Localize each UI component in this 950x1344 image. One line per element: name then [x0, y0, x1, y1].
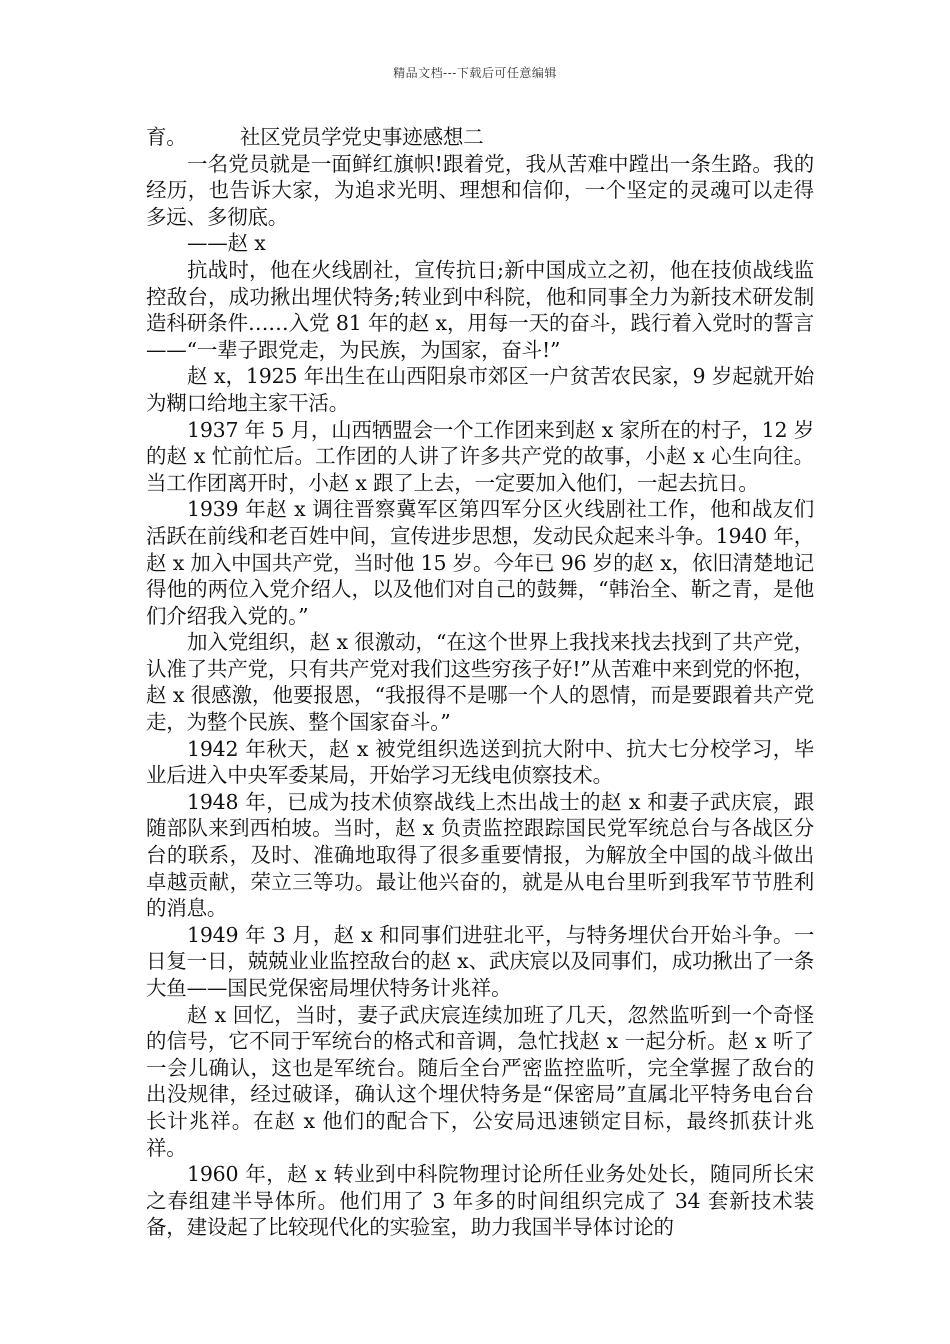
paragraph: 1948 年，已成为技术侦察战线上杰出战士的赵 x 和妻子武庆宸，跟随部队来到西柏坡。当时，赵 x 负责监控跟踪国民党军统总台与各战区分台的联系，及时、准确地取得了很多重要情报，为解放全中国的战斗做出卓越贡献，荣立三等功。最让他兴奋的，就是从电台里听到我军节节胜利的消息。 [146, 789, 814, 921]
page-header: 精品文档---下载后可任意编辑 [393, 66, 557, 80]
article-body [146, 124, 814, 1241]
article-title-line [146, 124, 814, 151]
paragraph: 1949 年 3 月，赵 x 和同事们进驻北平，与特务埋伏台开始斗争。一日复一日，兢兢业业监控敌台的赵 x、武庆宸以及同事们，成功揪出了一条大鱼——国民党保密局埋伏特务计兆祥。 [146, 922, 814, 1000]
paragraph: 赵 x，1925 年出生在山西阳泉市郊区一户贫苦农民家，9 岁起就开始为糊口给地主家干活。 [146, 364, 814, 415]
article-title: 社区党员学党史事迹感想二 [239, 125, 484, 149]
paragraph: 1937 年 5 月，山西牺盟会一个工作团来到赵 x 家所在的村子，12 岁的赵 x 忙前忙后。工作团的人讲了许多共产党的故事，小赵 x 心生向往。当工作团离开时，小赵 x 跟了上去，一定要加入他们，一起去抗日。 [146, 417, 814, 495]
signature-line: ——赵 x [187, 231, 266, 256]
paragraph: 1939 年赵 x 调往晋察冀军区第四军分区火线剧社工作，他和战友们活跃在前线和老百姓中间，宣传进步思想，发动民众起来斗争。1940 年，赵 x 加入中国共产党，当时他 15 岁。今年已 96 岁的赵 x，依旧清楚地记得他的两位入党介绍人，以及他们对自己的鼓舞，“韩治全、靳之青，是他们介绍我入党的。” [146, 497, 814, 628]
paragraph: 1942 年秋天，赵 x 被党组织选送到抗大附中、抗大七分校学习，毕业后进入中央军委某局，开始学习无线电侦察技术。 [146, 736, 814, 788]
paragraph: 加入党组织，赵 x 很激动，“在这个世界上我找来找去找到了共产党，认准了共产党，只有共产党对我们这些穷孩子好!”从苦难中来到党的怀抱，赵 x 很感激，他要报恩，“我报得不是哪一个人的恩情，而是要跟着共产党走，为整个民族、整个国家奋斗。” [146, 630, 814, 735]
paragraph: 1960 年，赵 x 转业到中科院物理讨论所任业务处处长，随同所长宋之春组建半导体所。他们用了 3 年多的时间组织完成了 34 套新技术装备，建设起了比较现代化的实验室，助力我国半导体讨论的 [146, 1162, 814, 1240]
paragraph: 抗战时，他在火线剧社，宣传抗日;新中国成立之初，他在技侦战线监控敌台，成功揪出埋伏特务;转业到中科院，他和同事全力为新技术研发制造科研条件……入党 81 年的赵 x，用每一天的奋斗，践行着入党时的誓言——“一辈子跟党走，为民族，为国家，奋斗!” [146, 257, 814, 362]
paragraph: 一名党员就是一面鲜红旗帜!跟着党，我从苦难中蹚出一条生路。我的经历，也告诉大家，为追求光明、理想和信仰，一个坚定的灵魂可以走得多远、多彻底。 [146, 151, 814, 229]
paragraph: 赵 x 回忆，当时，妻子武庆宸连续加班了几天，忽然监听到一个奇怪的信号，它不同于军统台的格式和音调，急忙找赵 x 一起分析。赵 x 听了一会儿确认，这也是军统台。随后全台严密监控监听，完全掌握了敌台的出没规律，经过破译，确认这个埋伏特务是“保密局”直属北平特务电台台长计兆祥。在赵 x 他们的配合下，公安局迅速锁定目标，最终抓获计兆祥。 [146, 1002, 814, 1160]
lead-fragment: 育。 [146, 125, 187, 149]
